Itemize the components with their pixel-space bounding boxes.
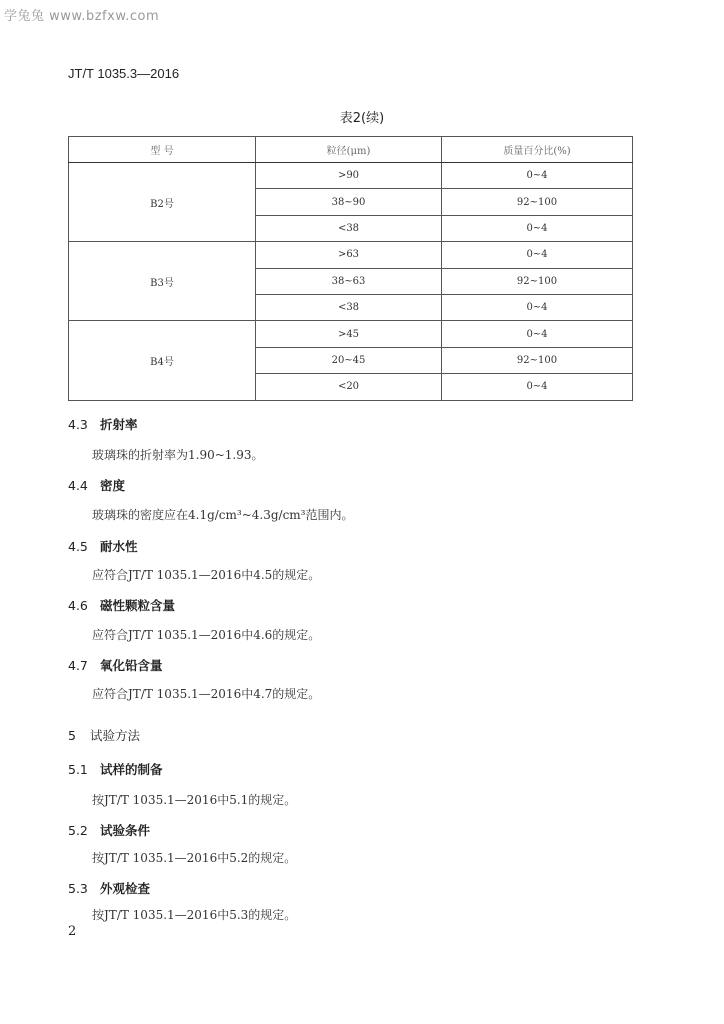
section-heading-4-7 [68,656,163,674]
section-title: 氧化铅含量 [100,658,163,673]
section-heading-5 [68,726,140,744]
section-heading-4-4 [68,476,125,494]
size-cell: >90 [256,163,442,189]
section-title: 试验条件 [100,823,151,838]
section-heading-5-2 [68,821,150,839]
percent-cell: 0~4 [442,163,633,189]
document-code: JT/T 1035.3—2016 [68,66,180,81]
watermark: 学兔兔 www.bzfxw.com [4,9,160,24]
section-number: 5.1 [68,762,88,777]
page-number: 2 [68,924,77,939]
percent-cell: 0~4 [442,242,633,268]
section-title: 外观检查 [100,881,151,896]
section-title: 试样的制备 [100,762,163,777]
table-row [69,163,633,189]
section-body-4-7: 应符合JT/T 1035.1—2016中4.7的规定。 [92,687,321,701]
section-title: 密度 [100,478,126,493]
section-heading-5-3 [68,879,150,897]
size-cell: 38~63 [256,268,442,294]
section-number: 5.2 [68,823,88,838]
table-caption: 表2(续) [339,111,385,126]
section-title: 试验方法 [90,728,141,743]
percent-cell: 0~4 [442,374,633,400]
size-cell: 20~45 [256,347,442,373]
section-number: 4.3 [68,417,88,432]
percent-cell: 92~100 [442,268,633,294]
model-cell: B4号 [69,321,256,400]
table-header-row [69,137,633,163]
table-row [69,242,633,268]
section-title: 磁性颗粒含量 [100,598,176,613]
section-heading-4-3 [68,415,138,433]
section-number: 4.7 [68,658,88,673]
section-heading-4-6 [68,596,175,614]
section-number: 5.3 [68,881,88,896]
percent-cell: 0~4 [442,321,633,347]
section-heading-4-5 [68,537,138,555]
section-heading-5-1 [68,760,163,778]
percent-cell: 0~4 [442,215,633,241]
section-number: 5 [68,728,76,743]
size-cell: 38~90 [256,189,442,215]
section-body-5-1: 按JT/T 1035.1—2016中5.1的规定。 [92,793,297,807]
percent-cell: 92~100 [442,347,633,373]
section-title: 耐水性 [100,539,138,554]
percent-cell: 0~4 [442,294,633,320]
header-model: 型 号 [69,137,256,163]
size-cell: <20 [256,374,442,400]
section-body-4-6: 应符合JT/T 1035.1—2016中4.6的规定。 [92,628,321,642]
section-body-4-5: 应符合JT/T 1035.1—2016中4.5的规定。 [92,568,321,582]
particle-size-table [68,136,633,401]
section-body-4-4: 玻璃珠的密度应在4.1g/cm³~4.3g/cm³范围内。 [92,508,354,522]
size-cell: >63 [256,242,442,268]
header-particle-size: 粒径(μm) [256,137,442,163]
size-cell: <38 [256,294,442,320]
model-cell: B3号 [69,242,256,321]
section-number: 4.5 [68,539,88,554]
section-body-5-3: 按JT/T 1035.1—2016中5.3的规定。 [92,908,297,922]
section-number: 4.6 [68,598,88,613]
section-number: 4.4 [68,478,88,493]
size-cell: >45 [256,321,442,347]
section-body-5-2: 按JT/T 1035.1—2016中5.2的规定。 [92,851,297,865]
percent-cell: 92~100 [442,189,633,215]
section-title: 折射率 [100,417,138,432]
header-mass-percent: 质量百分比(%) [442,137,633,163]
section-body-4-3: 玻璃珠的折射率为1.90~1.93。 [92,448,264,462]
table-row [69,321,633,347]
model-cell: B2号 [69,163,256,242]
size-cell: <38 [256,215,442,241]
